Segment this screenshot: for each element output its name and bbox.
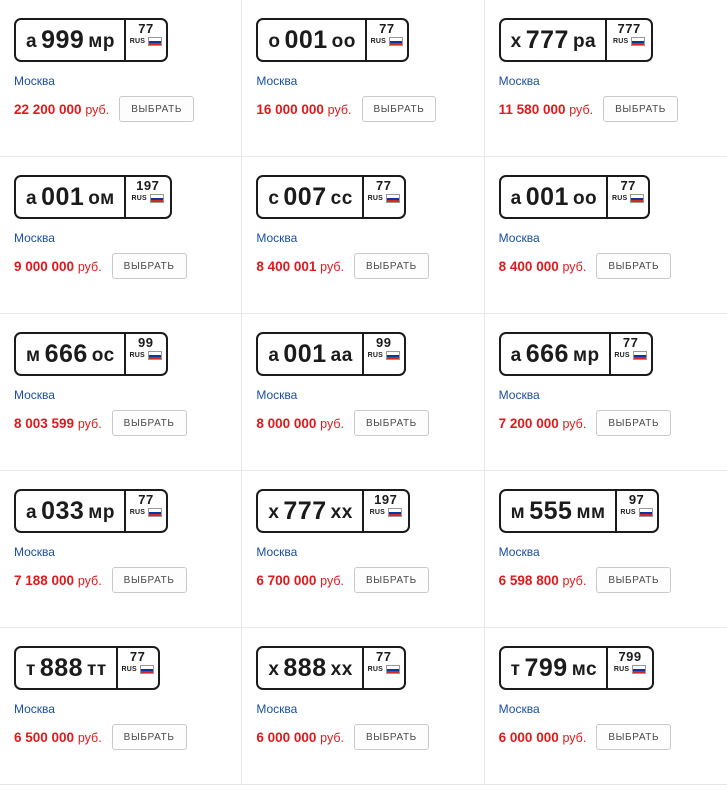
city-link[interactable]: Москва (498, 545, 540, 559)
plate-suffix-letters: ос (91, 344, 115, 366)
plate-listing-card (485, 157, 727, 314)
plate-region-code: 77 (379, 21, 395, 36)
plate-country-mark (614, 665, 646, 674)
rus-label: RUS (613, 666, 630, 674)
select-button[interactable]: ВЫБРАТЬ (119, 96, 194, 122)
plate-digits: 888 (283, 653, 327, 682)
plate-country-mark (121, 665, 153, 674)
select-button[interactable]: ВЫБРАТЬ (112, 410, 187, 436)
rus-label: RUS (367, 195, 383, 203)
plate-region-code: 77 (376, 178, 392, 193)
russian-flag-icon (631, 37, 645, 46)
license-plate[interactable] (499, 489, 659, 533)
plate-country-mark (130, 351, 162, 360)
plate-region-block (116, 648, 158, 688)
plate-region-code: 799 (618, 649, 642, 664)
select-button[interactable]: ВЫБРАТЬ (603, 96, 678, 122)
plate-digits: 555 (529, 496, 573, 525)
price-amount: 8 000 000 (256, 415, 317, 431)
rus-label: RUS (367, 666, 383, 674)
plate-region-block (124, 334, 166, 374)
license-plate[interactable] (14, 332, 168, 376)
rus-label: RUS (129, 352, 145, 360)
license-plate[interactable] (256, 489, 409, 533)
plate-digits: 888 (39, 653, 84, 682)
plate-region-code: 77 (138, 21, 154, 36)
price-value (499, 259, 587, 274)
price-currency: руб. (77, 573, 102, 588)
city-link[interactable]: Москва (14, 231, 55, 245)
plate-region-block (606, 177, 648, 217)
price-value (499, 573, 587, 588)
plate-country-mark (368, 665, 400, 674)
plate-listing-card (0, 157, 242, 314)
plate-number (501, 491, 615, 531)
plate-prefix-letter: а (26, 187, 38, 209)
plate-listing-card (242, 0, 484, 157)
license-plate[interactable] (256, 175, 405, 219)
plate-suffix-letters: мр (88, 30, 115, 52)
russian-flag-icon (148, 37, 162, 46)
city-link[interactable]: Москва (14, 545, 55, 559)
plate-prefix-letter: а (26, 501, 38, 523)
russian-flag-icon (633, 351, 647, 360)
price-currency: руб. (562, 573, 587, 588)
price-row (14, 253, 227, 279)
select-button[interactable]: ВЫБРАТЬ (112, 724, 187, 750)
plate-prefix-letter: с (268, 187, 280, 209)
price-currency: руб. (85, 102, 110, 117)
plate-prefix-letter: х (268, 501, 280, 523)
plate-number (501, 648, 606, 688)
russian-flag-icon (386, 665, 400, 674)
price-value (256, 102, 351, 117)
price-currency: руб. (562, 259, 587, 274)
license-plate[interactable] (14, 175, 172, 219)
city-link[interactable]: Москва (14, 388, 55, 402)
city-link[interactable]: Москва (256, 231, 298, 245)
russian-flag-icon (639, 508, 653, 517)
plate-number (258, 20, 365, 60)
price-currency: руб. (320, 259, 344, 274)
plate-region-code: 777 (617, 21, 641, 36)
city-link[interactable]: Москва (256, 702, 298, 716)
license-plate[interactable] (499, 18, 653, 62)
select-button[interactable]: ВЫБРАТЬ (596, 567, 671, 593)
city-link[interactable]: Москва (498, 231, 540, 245)
plate-region-code: 77 (620, 178, 636, 193)
russian-flag-icon (388, 508, 402, 517)
plate-digits: 001 (41, 182, 85, 211)
city-link[interactable]: Москва (14, 702, 55, 716)
plate-prefix-letter: м (26, 344, 41, 366)
plate-country-mark (371, 37, 403, 46)
plate-listing-card (0, 0, 242, 157)
plate-suffix-letters: мр (88, 501, 115, 523)
price-row (499, 253, 713, 279)
rus-label: RUS (612, 38, 629, 46)
plate-region-block (605, 20, 651, 60)
plate-suffix-letters: мм (576, 501, 606, 523)
plate-listing-card (242, 471, 484, 628)
plate-region-code: 77 (129, 649, 146, 664)
price-value (256, 259, 344, 274)
rus-label: RUS (369, 509, 385, 517)
plate-number (501, 177, 607, 217)
plate-number (258, 334, 361, 374)
plate-digits: 001 (284, 25, 328, 54)
price-row (256, 96, 469, 122)
plate-number (16, 648, 116, 688)
plate-prefix-letter: х (510, 30, 522, 52)
plate-region-block (606, 648, 652, 688)
plate-prefix-letter: т (510, 658, 521, 680)
price-value (499, 102, 593, 117)
price-value (499, 730, 587, 745)
city-link[interactable]: Москва (256, 388, 298, 402)
rus-label: RUS (129, 509, 146, 517)
plate-prefix-letter: а (26, 30, 38, 52)
plate-region-block (362, 177, 404, 217)
price-currency: руб. (320, 416, 344, 431)
select-button[interactable]: ВЫБРАТЬ (112, 253, 187, 279)
plate-suffix-letters: тт (87, 658, 107, 680)
price-amount: 8 003 599 (14, 415, 75, 431)
plate-digits: 799 (524, 653, 568, 682)
rus-label: RUS (367, 352, 383, 360)
city-link[interactable]: Москва (256, 74, 298, 88)
license-plate[interactable] (14, 489, 168, 533)
rus-label: RUS (121, 666, 137, 674)
plate-suffix-letters: оо (331, 30, 356, 52)
price-amount: 6 700 000 (256, 572, 317, 588)
price-currency: руб. (327, 102, 352, 117)
price-amount: 6 000 000 (256, 729, 317, 745)
price-amount: 8 400 001 (256, 258, 317, 274)
plate-country-mark (368, 194, 400, 203)
plate-region-code: 77 (376, 649, 392, 664)
price-value (14, 573, 102, 588)
price-row (256, 410, 469, 436)
plate-country-mark (620, 508, 652, 517)
plate-region-code: 197 (136, 178, 160, 193)
russian-flag-icon (386, 351, 400, 360)
select-button[interactable]: ВЫБРАТЬ (596, 410, 671, 436)
plate-number (501, 20, 605, 60)
city-link[interactable]: Москва (498, 388, 540, 402)
price-amount: 6 500 000 (14, 729, 75, 745)
price-amount: 6 000 000 (498, 729, 559, 745)
plate-region-code: 197 (374, 492, 398, 507)
price-row (256, 724, 469, 750)
russian-flag-icon (148, 351, 162, 360)
license-plate[interactable] (499, 175, 651, 219)
license-plate[interactable] (499, 332, 653, 376)
plate-suffix-letters: мс (571, 658, 598, 680)
plate-region-block (124, 491, 166, 531)
plate-prefix-letter: а (510, 344, 522, 366)
plate-number (258, 648, 361, 688)
plate-prefix-letter: а (510, 187, 522, 209)
plate-listing-card (0, 628, 242, 785)
plate-country-mark (368, 351, 400, 360)
plate-region-block (362, 334, 404, 374)
price-currency: руб. (569, 102, 594, 117)
price-row (14, 724, 227, 750)
select-button[interactable]: ВЫБРАТЬ (362, 96, 437, 122)
price-row (499, 567, 713, 593)
russian-flag-icon (148, 508, 162, 517)
plate-suffix-letters: оо (572, 187, 598, 209)
plate-listing-card (485, 0, 727, 157)
plate-region-block (362, 491, 408, 531)
price-row (499, 410, 713, 436)
plate-digits: 001 (525, 182, 569, 211)
price-value (14, 730, 102, 745)
rus-label: RUS (129, 38, 146, 46)
select-button[interactable]: ВЫБРАТЬ (112, 567, 187, 593)
plate-suffix-letters: хх (330, 501, 353, 523)
select-button[interactable]: ВЫБРАТЬ (354, 724, 429, 750)
rus-label: RUS (370, 38, 387, 46)
plate-number (501, 334, 609, 374)
plate-prefix-letter: а (268, 344, 280, 366)
price-currency: руб. (562, 730, 587, 745)
plate-digits: 777 (525, 25, 569, 54)
price-currency: руб. (562, 416, 587, 431)
plate-digits: 777 (283, 496, 327, 525)
price-currency: руб. (77, 730, 102, 745)
select-button[interactable]: ВЫБРАТЬ (596, 253, 671, 279)
rus-label: RUS (131, 195, 147, 203)
plate-suffix-letters: аа (330, 344, 353, 366)
plate-region-block (124, 20, 166, 60)
plate-region-block (362, 648, 404, 688)
rus-label: RUS (620, 509, 636, 517)
plate-number (16, 177, 124, 217)
plate-digits: 007 (283, 182, 327, 211)
plate-number (16, 491, 124, 531)
plate-digits: 033 (41, 496, 85, 525)
plate-listing-card (0, 471, 242, 628)
price-row (256, 567, 469, 593)
price-value (14, 416, 102, 431)
city-link[interactable]: Москва (14, 74, 55, 88)
price-amount: 22 200 000 (14, 101, 82, 117)
city-link[interactable]: Москва (256, 545, 298, 559)
price-value (14, 102, 109, 117)
plate-region-code: 99 (376, 335, 392, 350)
plate-country-mark (370, 508, 402, 517)
plate-listing-card (485, 628, 727, 785)
plate-region-code: 97 (628, 492, 645, 507)
plate-region-block (365, 20, 407, 60)
plate-listing-card (485, 471, 727, 628)
plate-number (258, 177, 361, 217)
russian-flag-icon (389, 37, 403, 46)
plate-country-mark (612, 194, 644, 203)
russian-flag-icon (140, 665, 154, 674)
plate-listing-card (242, 628, 484, 785)
price-row (499, 724, 713, 750)
plate-number (258, 491, 361, 531)
price-row (14, 567, 227, 593)
price-value (256, 573, 344, 588)
plate-suffix-letters: сс (330, 187, 353, 209)
rus-label: RUS (611, 195, 628, 203)
rus-label: RUS (614, 352, 630, 360)
plate-prefix-letter: о (268, 30, 281, 52)
price-row (499, 96, 713, 122)
price-amount: 7 188 000 (14, 572, 75, 588)
select-button[interactable]: ВЫБРАТЬ (354, 410, 429, 436)
city-link[interactable]: Москва (498, 74, 540, 88)
price-amount: 6 598 800 (498, 572, 559, 588)
plate-listing-card (242, 157, 484, 314)
license-plate[interactable] (14, 18, 168, 62)
price-currency: руб. (77, 416, 102, 431)
select-button[interactable]: ВЫБРАТЬ (354, 567, 429, 593)
plate-region-block (615, 491, 657, 531)
plate-digits: 001 (283, 339, 327, 368)
plate-suffix-letters: ра (572, 30, 597, 52)
russian-flag-icon (150, 194, 164, 203)
plate-region-code: 77 (622, 335, 639, 350)
plate-prefix-letter: м (510, 501, 526, 523)
license-plate[interactable] (14, 646, 160, 690)
plate-digits: 666 (44, 339, 88, 368)
plate-digits: 666 (525, 339, 569, 368)
price-row (14, 410, 227, 436)
plate-region-code: 77 (138, 492, 154, 507)
plate-listing-card (242, 314, 484, 471)
price-value (14, 259, 102, 274)
license-plate[interactable] (256, 332, 405, 376)
license-plate[interactable] (256, 646, 405, 690)
plate-region-block (609, 334, 651, 374)
plate-country-mark (614, 351, 646, 360)
plate-digits: 999 (41, 25, 85, 54)
price-value (256, 730, 344, 745)
russian-flag-icon (386, 194, 400, 203)
plate-country-mark (613, 37, 645, 46)
price-amount: 16 000 000 (256, 101, 324, 117)
city-link[interactable]: Москва (498, 702, 540, 716)
plate-listing-card (485, 314, 727, 471)
price-row (14, 96, 227, 122)
select-button[interactable]: ВЫБРАТЬ (596, 724, 671, 750)
russian-flag-icon (630, 194, 644, 203)
plate-region-block (124, 177, 170, 217)
price-row (256, 253, 469, 279)
plate-suffix-letters: мр (572, 344, 600, 366)
price-currency: руб. (320, 573, 344, 588)
russian-flag-icon (632, 665, 646, 674)
price-amount: 9 000 000 (14, 258, 75, 274)
price-amount: 7 200 000 (498, 415, 559, 431)
plate-number (16, 334, 124, 374)
plate-suffix-letters: ом (88, 187, 115, 209)
license-plate[interactable] (499, 646, 654, 690)
plate-listing-card (0, 314, 242, 471)
price-currency: руб. (320, 730, 344, 745)
plate-country-mark (130, 508, 162, 517)
price-value (256, 416, 344, 431)
price-value (499, 416, 587, 431)
plate-number (16, 20, 124, 60)
license-plate[interactable] (256, 18, 409, 62)
plate-country-mark (130, 37, 162, 46)
plate-suffix-letters: хх (330, 658, 353, 680)
plate-country-mark (132, 194, 164, 203)
plate-prefix-letter: т (26, 658, 36, 680)
select-button[interactable]: ВЫБРАТЬ (354, 253, 429, 279)
price-amount: 11 580 000 (498, 101, 566, 117)
plate-prefix-letter: х (268, 658, 280, 680)
plate-region-code: 99 (137, 335, 154, 350)
price-amount: 8 400 000 (498, 258, 559, 274)
price-currency: руб. (77, 259, 102, 274)
